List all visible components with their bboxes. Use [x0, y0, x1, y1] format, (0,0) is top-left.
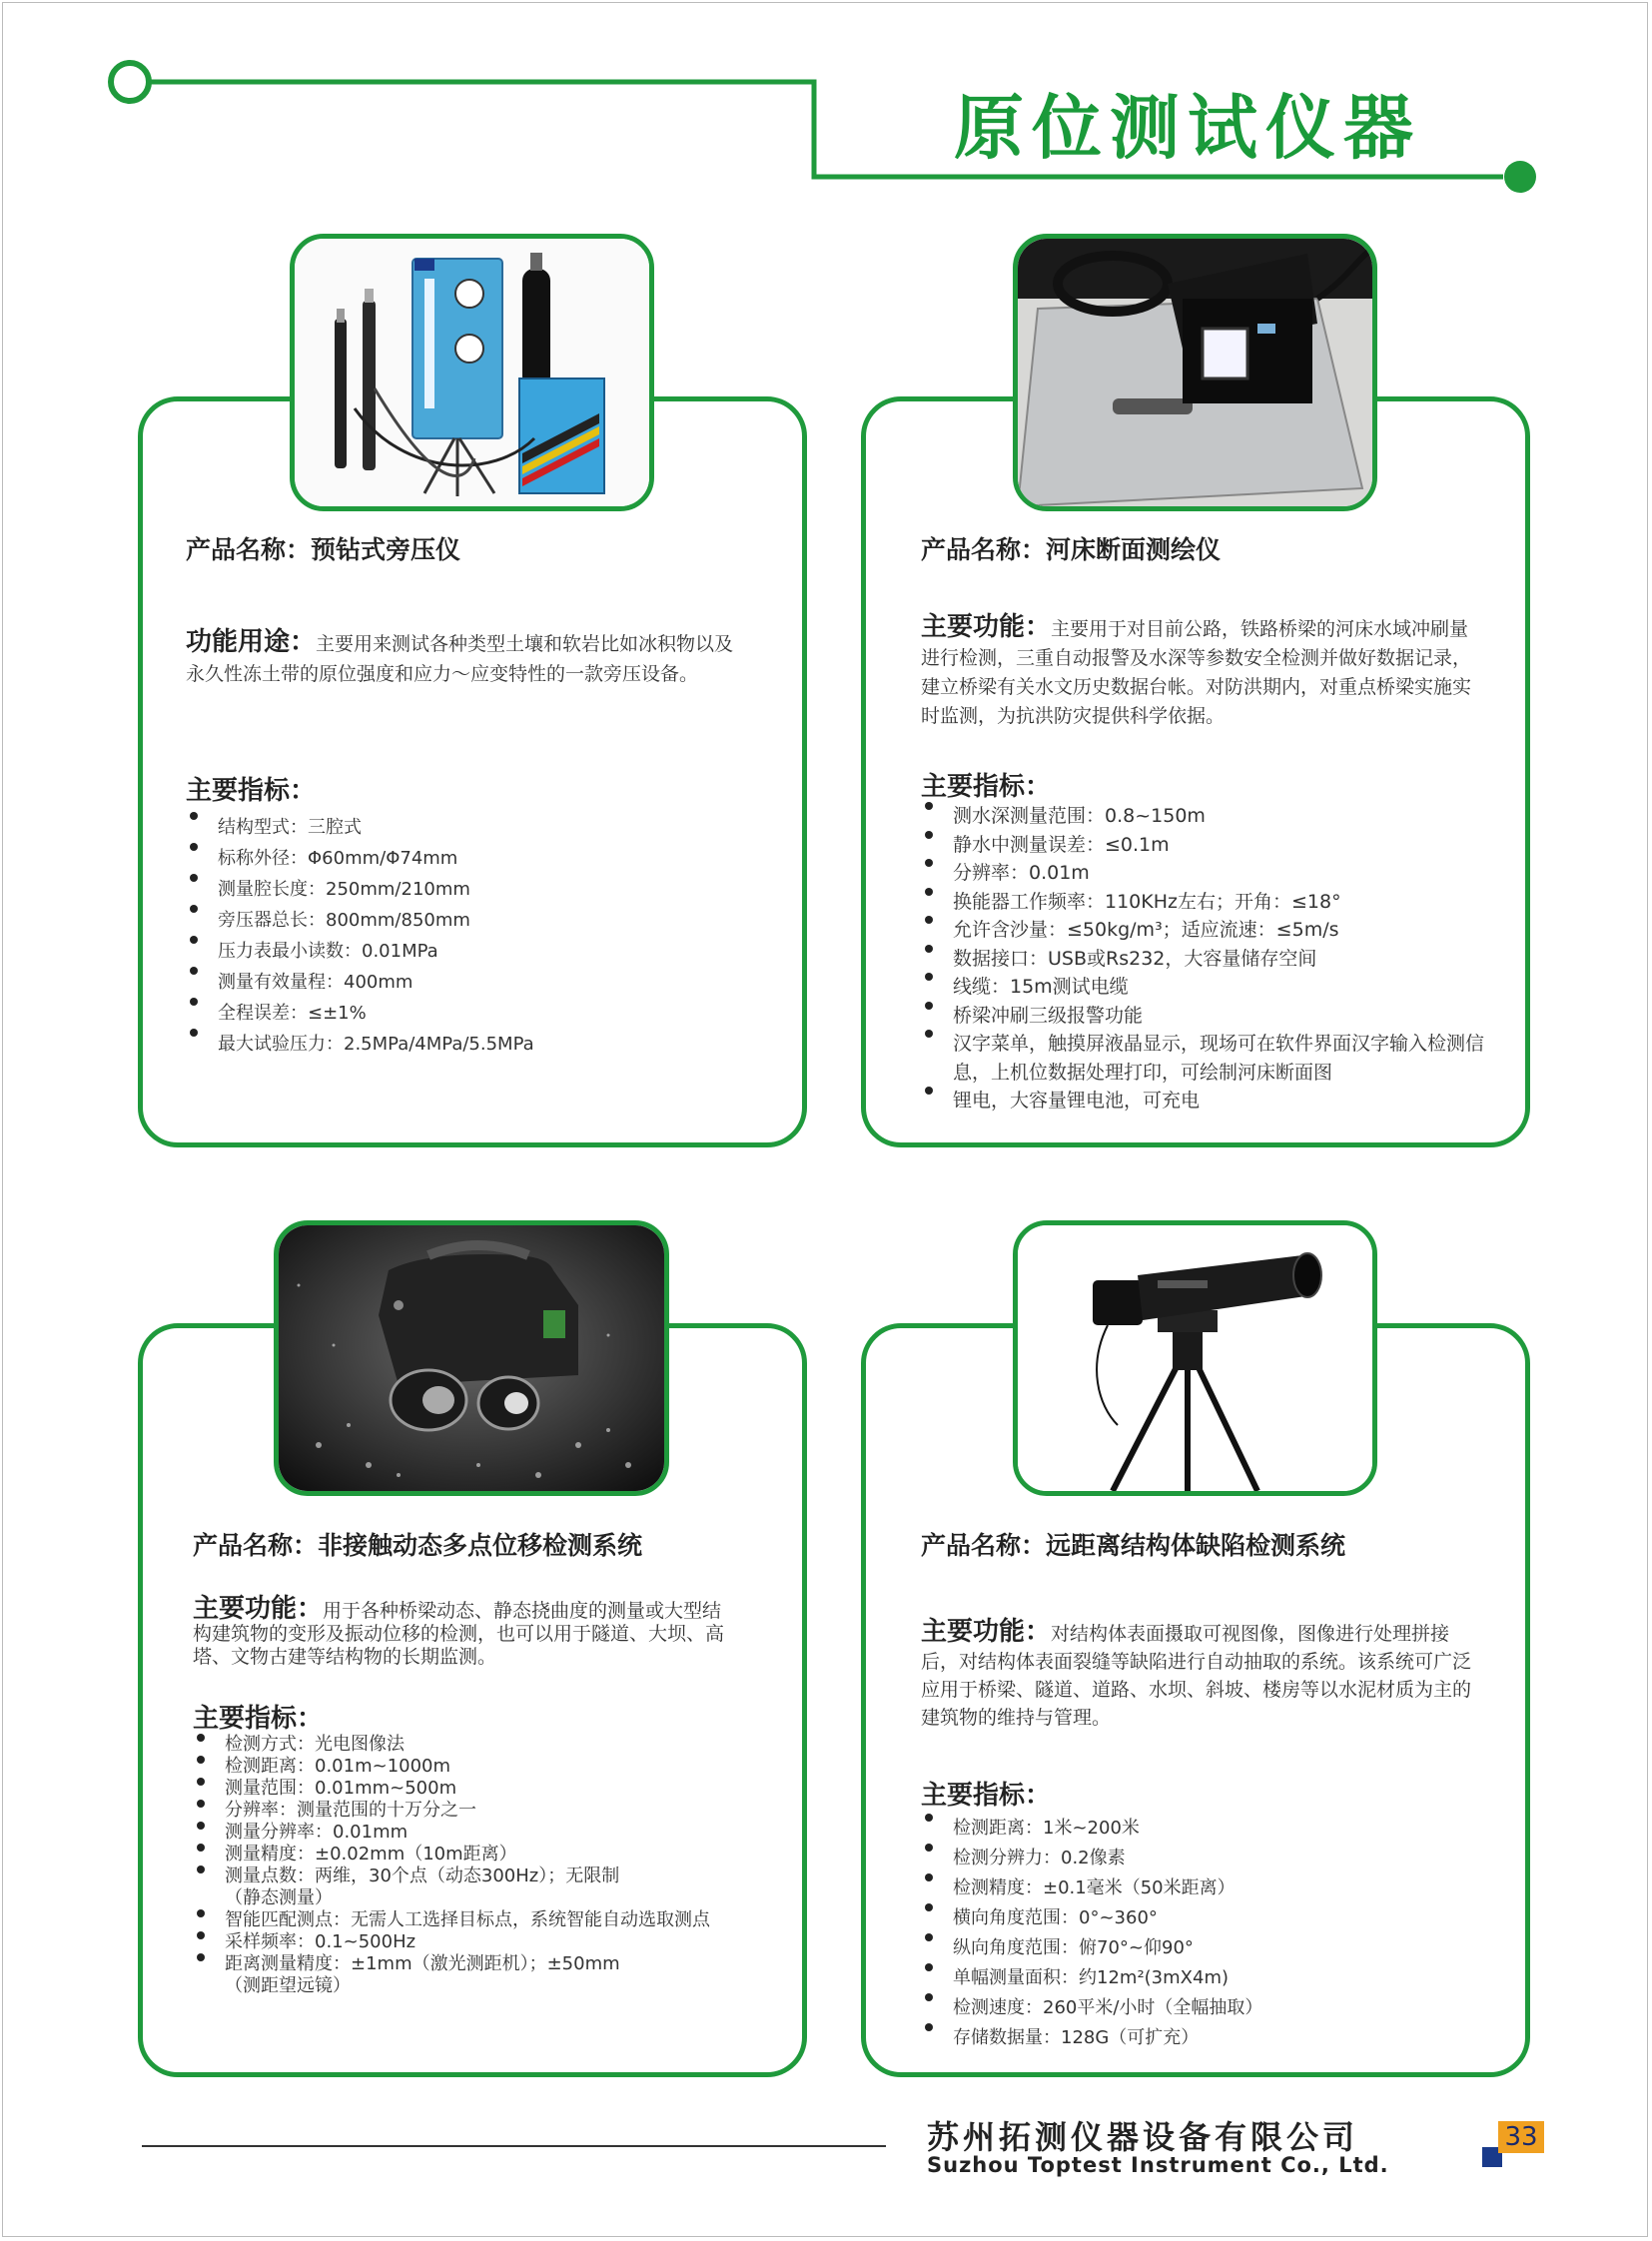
header-dot-icon	[1504, 161, 1536, 193]
product-function-1	[186, 627, 745, 689]
function-text-1: 主要用来测试各种类型土壤和软岩比如冰积物以及永久性冻土带的原位强度和应力～应变特性的一款旁压设备。	[186, 633, 734, 685]
spec-item: 检测速度：260平米/小时（全幅抽取）	[921, 1993, 1480, 2023]
spec-item: 单幅测量面积：约12m²(3mX4m)	[921, 1963, 1480, 1993]
specs-label-4: 主要指标：	[921, 1781, 1052, 1811]
spec-item: 静水中测量误差：≤0.1m	[921, 831, 1490, 860]
spec-item: 锂电，大容量锂电池，可充电	[921, 1087, 1490, 1116]
product-photo-riverbed-surveyor	[1013, 234, 1377, 511]
product-name-3: 产品名称：非接触动态多点位移检测系统	[193, 1531, 643, 1560]
spec-item: 换能器工作频率：110KHz左右；开角：≤18°	[921, 888, 1490, 917]
spec-item: 检测距离：0.01m~1000m	[193, 1756, 732, 1778]
product-name-2: 产品名称：河床断面测绘仪	[921, 535, 1222, 564]
page-number: 33	[1498, 2121, 1544, 2153]
product-photo-defect-detector	[1013, 1220, 1377, 1496]
function-text-3: 用于各种桥梁动态、静态挠曲度的测量或大型结构建筑物的变形及振动位移的检测，也可以用于隧道、大坝、高塔、文物古建等结构物的长期监测。	[193, 1600, 725, 1668]
footer-company-cn: 苏州拓测仪器设备有限公司	[927, 2118, 1359, 2156]
spec-item: 压力表最小读数：0.01MPa	[186, 936, 745, 967]
spec-item: 测量精度：±0.02mm（10m距离）	[193, 1844, 732, 1866]
specs-label-2: 主要指标：	[921, 772, 1052, 802]
spec-item: 检测精度：±0.1毫米（50米距离）	[921, 1873, 1480, 1903]
product-function-4	[921, 1618, 1480, 1732]
page-title: 原位测试仪器	[954, 87, 1421, 169]
spec-item: 测水深测量范围：0.8~150m	[921, 802, 1490, 831]
spec-item: 标称外径：Φ60mm/Φ74mm	[186, 843, 745, 874]
spec-item: 允许含沙量：≤50kg/m³；适应流速：≤5m/s	[921, 916, 1490, 945]
spec-item: 距离测量精度：±1mm（激光测距机）；±50mm（测距望远镜）	[193, 1953, 644, 1997]
spec-item: 智能匹配测点：无需人工选择目标点，系统智能自动选取测点	[193, 1909, 744, 1931]
specs-label-1: 主要指标：	[186, 776, 317, 806]
spec-list-1	[186, 812, 745, 1060]
spec-item: 测量分辨率：0.01mm	[193, 1822, 732, 1844]
spec-item: 数据接口：USB或Rs232，大容量储存空间	[921, 945, 1490, 974]
spec-item: 线缆：15m测试电缆	[921, 973, 1490, 1002]
spec-item: 测量有效量程：400mm	[186, 967, 745, 998]
spec-item: 测量点数：两维，30个点（动态300Hz）；无限制（静态测量）	[193, 1866, 644, 1909]
footer-rule	[142, 2145, 886, 2147]
spec-item: 旁压器总长：800mm/850mm	[186, 905, 745, 936]
spec-item: 采样频率：0.1~500Hz	[193, 1931, 732, 1953]
spec-list-3	[193, 1734, 732, 1997]
defect-detector-image	[1018, 1225, 1372, 1491]
function-text-2: 主要用于对目前公路，铁路桥梁的河床水域冲刷量进行检测，三重自动报警及水深等参数安全检测并做好数据记录，建立桥梁有关水文历史数据台帐。对防洪期内，对重点桥梁实施实时监测，为抗洪防灾提供科学依据。	[921, 618, 1472, 727]
specs-label-3: 主要指标：	[193, 1704, 324, 1734]
spec-item: 桥梁冲刷三级报警功能	[921, 1002, 1490, 1031]
spec-item: 最大试验压力：2.5MPa/4MPa/5.5MPa	[186, 1029, 745, 1060]
product-function-2	[921, 613, 1480, 731]
product-name-1: 产品名称：预钻式旁压仪	[186, 535, 461, 564]
spec-item: 分辨率：测量范围的十万分之一	[193, 1800, 732, 1822]
product-photo-displacement-system	[274, 1220, 669, 1496]
spec-item: 检测距离：1米~200米	[921, 1814, 1480, 1844]
function-label-2: 主要功能：	[921, 612, 1052, 642]
spec-item: 分辨率：0.01m	[921, 859, 1490, 888]
displacement-system-image	[279, 1225, 664, 1491]
function-label-1: 功能用途：	[186, 627, 317, 657]
product-photo-pressuremeter	[290, 234, 654, 511]
spec-item: 结构型式：三腔式	[186, 812, 745, 843]
spec-list-4	[921, 1814, 1480, 2053]
spec-item: 存储数据量：128G（可扩充）	[921, 2023, 1480, 2053]
spec-item: 纵向角度范围：俯70°~仰90°	[921, 1933, 1480, 1963]
spec-item: 检测分辨力：0.2像素	[921, 1844, 1480, 1873]
spec-item: 全程误差：≤±1%	[186, 998, 745, 1029]
pressuremeter-image	[295, 239, 649, 506]
spec-list-2	[921, 802, 1490, 1116]
function-label-4: 主要功能：	[921, 1617, 1052, 1647]
spec-item: 测量范围：0.01mm~500m	[193, 1778, 732, 1800]
spec-item: 汉字菜单，触摸屏液晶显示，现场可在软件界面汉字输入检测信息，上机位数据处理打印，可绘制河床断面图	[921, 1030, 1490, 1087]
riverbed-surveyor-image	[1018, 239, 1372, 506]
product-function-3	[193, 1594, 732, 1669]
header-ring-icon	[111, 63, 149, 101]
function-text-4: 对结构体表面摄取可视图像，图像进行处理拼接后，对结构体表面裂缝等缺陷进行自动抽取的系统。该系统可广泛应用于桥梁、隧道、道路、水坝、斜坡、楼房等以水泥材质为主的建筑物的维持与管理。	[921, 1623, 1472, 1729]
spec-item: 测量腔长度：250mm/210mm	[186, 874, 745, 905]
spec-item: 横向角度范围：0°~360°	[921, 1903, 1480, 1933]
function-label-3: 主要功能：	[193, 1594, 324, 1624]
spec-item: 检测方式：光电图像法	[193, 1734, 732, 1756]
product-name-4: 产品名称：远距离结构体缺陷检测系统	[921, 1531, 1346, 1560]
footer-company-en: Suzhou Toptest Instrument Co., Ltd.	[927, 2153, 1389, 2177]
